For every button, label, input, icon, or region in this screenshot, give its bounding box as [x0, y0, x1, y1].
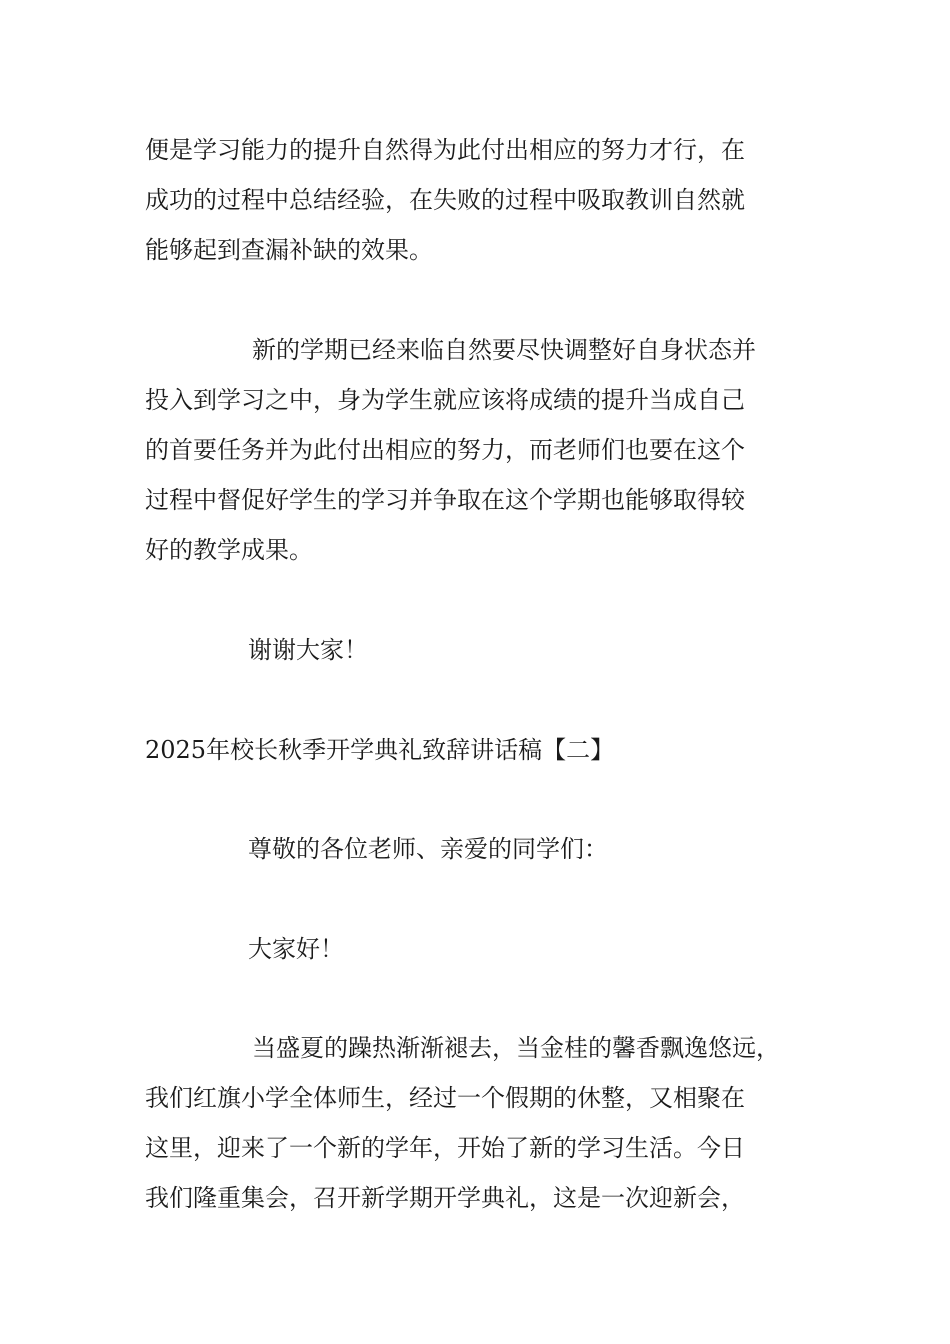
paragraph-2-line-5: 好的教学成果。 [145, 536, 313, 564]
closing-text: 谢谢大家！ [248, 636, 368, 664]
paragraph-3-line-1: 当盛夏的躁热渐渐褪去，当金桂的馨香飘逸悠远， [252, 1034, 780, 1062]
salutation: 尊敬的各位老师、亲爱的同学们： [248, 835, 608, 863]
paragraph-2-line-4: 过程中督促好学生的学习并争取在这个学期也能够取得较 [145, 486, 745, 514]
paragraph-2-line-1: 新的学期已经来临自然要尽快调整好自身状态并 [252, 336, 756, 364]
paragraph-1-line-1: 便是学习能力的提升自然得为此付出相应的努力才行，在 [145, 136, 745, 164]
paragraph-2-line-3: 的首要任务并为此付出相应的努力，而老师们也要在这个 [145, 436, 745, 464]
paragraph-3-line-2: 我们红旗小学全体师生，经过一个假期的休整，又相聚在 [145, 1084, 745, 1112]
greeting: 大家好！ [248, 935, 344, 963]
paragraph-1-line-3: 能够起到查漏补缺的效果。 [145, 236, 433, 264]
section-title: 2025年校长秋季开学典礼致辞讲话稿【二】 [145, 736, 615, 764]
paragraph-1-line-2: 成功的过程中总结经验，在失败的过程中吸取教训自然就 [145, 186, 745, 214]
paragraph-3-line-3: 这里，迎来了一个新的学年，开始了新的学习生活。今日 [145, 1134, 745, 1162]
paragraph-3-line-4: 我们隆重集会，召开新学期开学典礼，这是一次迎新会， [145, 1184, 745, 1212]
paragraph-2-line-2: 投入到学习之中，身为学生就应该将成绩的提升当成自己 [145, 386, 745, 414]
